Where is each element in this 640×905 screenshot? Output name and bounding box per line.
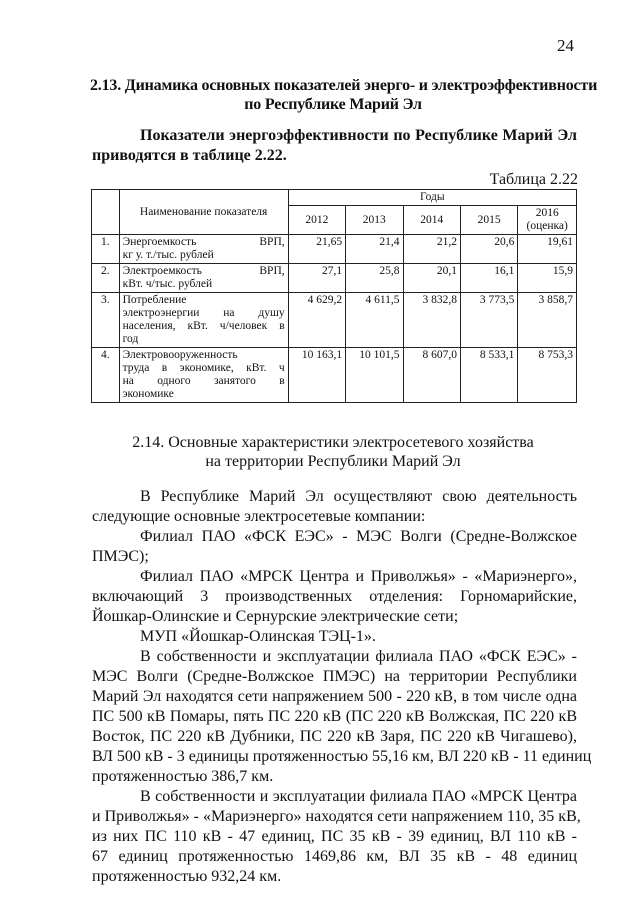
value-cell: 20,1 [403,264,460,293]
table-row [92,348,577,403]
value-cell: 3 832,8 [403,293,460,348]
indicator-name [119,264,288,293]
paragraph-line: следующие основные электросетевые компании: [92,508,426,525]
paragraph-line: ПС 500 кВ Помары, пять ПС 220 кВ (ПС 220 кВ Волжская, ПС 220 кВ [92,708,577,725]
paragraph-line: МУП «Йошкар-Олинская ТЭЦ-1». [140,628,376,645]
table-row [92,235,577,264]
paragraph-line: В Республике Марий Эл осуществляют свою деятельность [140,488,577,505]
value-cell: 3 858,7 [518,293,577,348]
value-cell: 10 101,5 [346,348,403,403]
value-cell: 8 753,3 [518,348,577,403]
intro-paragraph [92,126,577,166]
table-caption: Таблица 2.22 [489,171,578,188]
paragraph-line: включающий 3 производственных отделения: Горномарийские, [92,588,577,605]
value-cell: 21,2 [403,235,460,264]
paragraph-line: ВЛ 500 кВ - 3 единицы протяженностью 55,16 км, ВЛ 220 кВ - 11 единиц [92,748,592,765]
value-cell: 21,4 [346,235,403,264]
section-title-2-14 [90,433,576,471]
indicator-name-line: Энергоемкость ВРП, [122,236,285,248]
paragraph-line: Йошкар-Олинские и Сернурские электрические сети; [92,608,459,625]
indicator-name [119,348,288,403]
indicator-name-line: населения, кВт. ч/человек в [122,320,285,332]
value-cell: 16,1 [460,264,517,293]
paragraph-line: Восток, ПС 220 кВ Дубники, ПС 220 кВ Заря, ПС 220 кВ Чигашево), [92,728,577,745]
indicator-name [119,293,288,348]
value-cell: 19,61 [518,235,577,264]
value-cell: 3 773,5 [460,293,517,348]
year-header-cell: 2013 [346,206,403,235]
value-cell: 25,8 [346,264,403,293]
paragraph-line: Филиал ПАО «МРСК Центра и Приволжья» - «Мариэнерго», [140,568,577,585]
paragraph-line: В собственности и эксплуатации филиала ПАО «ФСК ЕЭС» - [140,648,577,665]
value-cell: 10 163,1 [288,348,345,403]
indicator-name-line: год [122,333,139,345]
section-title-line: по Республике Марий Эл [244,96,422,113]
paragraph-line: 67 единиц протяженностью 1469,86 км, ВЛ 35 кВ - 48 единиц [92,848,577,865]
section-title-2-13 [90,76,598,114]
value-cell: 21,65 [288,235,345,264]
row-number: 1. [92,235,120,264]
year-header-cell: 2012 [288,206,345,235]
table-header-row [92,190,577,206]
section-title-line: 2.13. Динамика основных показателей энерго- и электроэффективности [90,77,598,94]
year-header-cell: 2016 (оценка) [518,206,577,235]
value-cell: 4 629,2 [288,293,345,348]
year-header-cell: 2014 [403,206,460,235]
paragraph-line: МЭС Волги (Средне-Волжское ПМЭС) на территории Республики [92,668,577,685]
section-title-line: 2.14. Основные характеристики электросетевого хозяйства [132,434,534,451]
indicator-name-line: электроэнергии на душу [122,307,285,319]
table-row [92,264,577,293]
value-cell: 4 611,5 [346,293,403,348]
indicator-name-line: кВт. ч/тыс. рублей [122,278,213,290]
paragraph-line: протяженностью 932,24 км. [92,868,282,885]
indicator-name-line: Потребление [122,294,187,306]
paragraph-line: и Приволжья» - «Мариэнерго» находятся сети напряжением 110, 35 кВ, [92,808,581,825]
indicator-name-line: Электроемкость ВРП, [122,265,285,277]
energy-efficiency-table [91,189,577,403]
paragraph-line: из них ПС 110 кВ - 47 единиц, ПС 35 кВ - 39 единиц, ВЛ 110 кВ - [92,828,577,845]
paragraph-line: протяженностью 386,7 км. [92,768,274,785]
paragraph-line: Марий Эл находятся сети напряжением 500 - 220 кВ, в том числе одна [92,688,577,705]
value-cell: 27,1 [288,264,345,293]
indicator-name [119,235,288,264]
row-number: 2. [92,264,120,293]
paragraph-line: ПМЭС); [92,548,149,565]
indicator-name-line: Электровооруженность [122,349,238,361]
indicator-name-header: Наименование показателя [119,190,288,235]
paragraph-line: Показатели энергоэффективности по Республике Марий Эл [140,127,577,144]
indicator-name-line: на одного занятого в [122,375,285,387]
table-row [92,293,577,348]
value-cell: 8 607,0 [403,348,460,403]
paragraph-line: В собственности и эксплуатации филиала ПАО «МРСК Центра [140,788,577,805]
page-number: 24 [557,36,574,55]
years-header: Годы [288,190,576,206]
paragraph-line: Филиал ПАО «ФСК ЕЭС» - МЭС Волги (Средне-Волжское [140,528,577,545]
value-cell: 20,6 [460,235,517,264]
year-header-cell: 2015 [460,206,517,235]
section-title-line: на территории Республики Марий Эл [205,453,461,470]
indicator-name-line: кг у. т./тыс. рублей [122,249,214,261]
body-text [92,487,592,887]
row-number: 4. [92,348,120,403]
indicator-name-line: труда в экономике, кВт. ч [122,362,285,374]
value-cell: 15,9 [518,264,577,293]
indicator-name-line: экономике [122,388,174,400]
number-header-cell [92,190,120,235]
paragraph-line: приводятся в таблице 2.22. [92,147,287,164]
value-cell: 8 533,1 [460,348,517,403]
row-number: 3. [92,293,120,348]
